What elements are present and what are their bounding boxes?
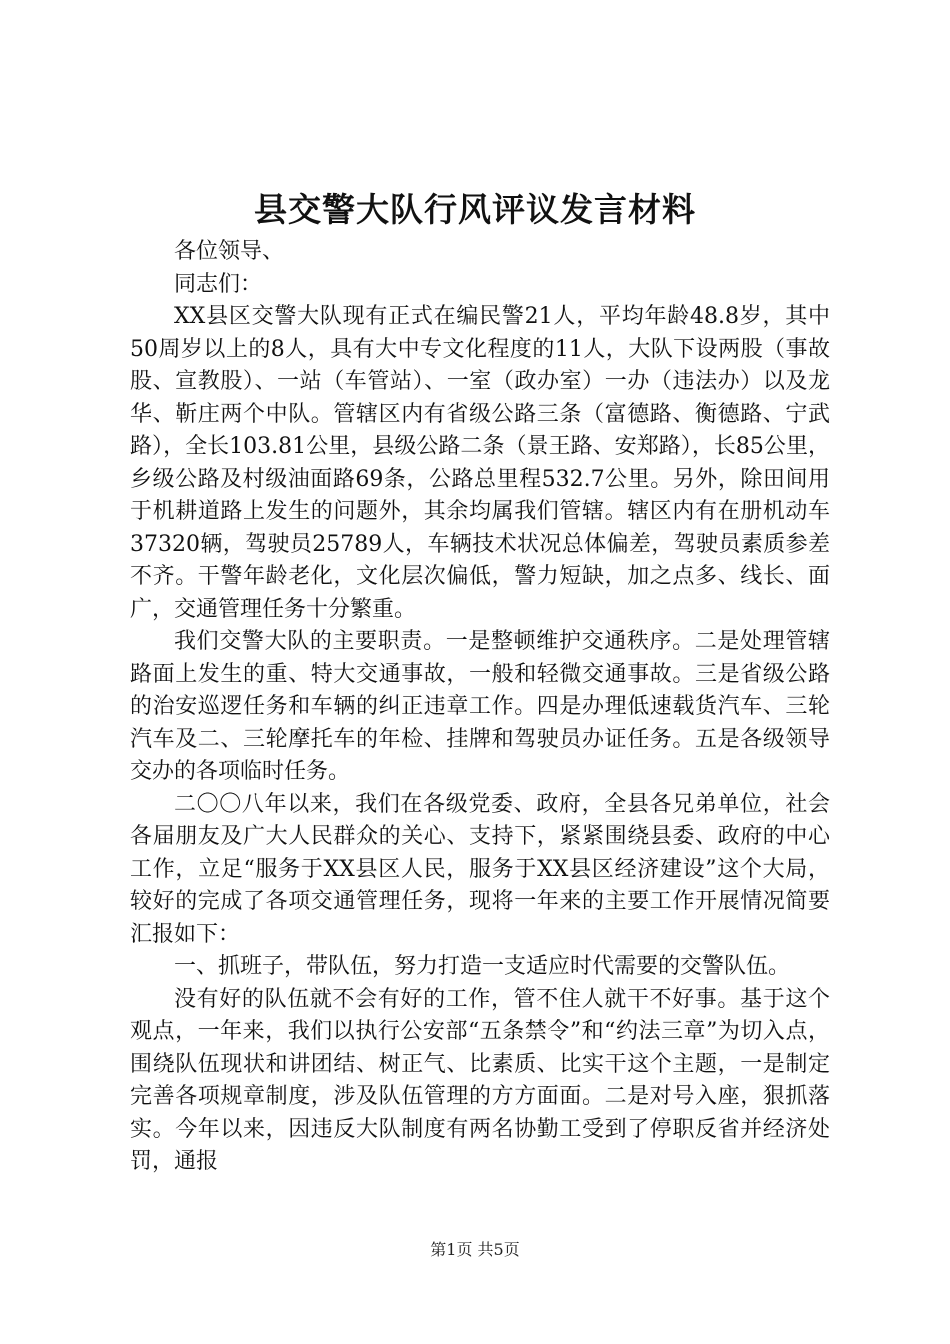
document-body [130,236,830,1179]
salutation-line: 同志们： [174,271,263,297]
body-paragraph: 没有好的队伍就不会有好的工作，管不住人就干不好事。基于这个观点，一年来，我们以执行公安部“五条禁令”和“约法三章”为切入点，围绕队伍现状和讲团结、树正气、比素质、比实干这个主题，一是制定完善各项规章制度，涉及队伍管理的方方面面。二是对号入座，狠抓落实。今年以来，因违反大队制度有两名协勤工受到了停职反省并经济处罚，通报 [130,986,830,1174]
section-heading: 一、抓班子，带队伍，努力打造一支适应时代需要的交警队伍。 [174,954,791,979]
page-footer: 第1页 共5页 [430,1240,520,1259]
body-paragraph: 我们交警大队的主要职责。一是整顿维护交通秩序。二是处理管辖路面上发生的重、特大交通事故，一般和轻微交通事故。三是省级公路的治安巡逻任务和车辆的纠正违章工作。四是办理低速载货汽车、三轮汽车及二、三轮摩托车的年检、挂牌和驾驶员办证任务。五是各级领导交办的各项临时任务。 [130,629,830,784]
salutation-line: 各位领导、 [174,239,285,264]
body-paragraph: 二〇〇八年以来，我们在各级党委、政府，全县各兄弟单位，社会各届朋友及广大人民群众的关心、支持下，紧紧围绕县委、政府的中心工作，立足“服务于XX县区人民，服务于XX县区经济建设”这个大局，较好的完成了各项交通管理任务，现将一年来的主要工作开展情况简要汇报如下： [130,791,830,947]
body-paragraph: XX县区交警大队现有正式在编民警21人，平均年龄48.8岁，其中50周岁以上的8人，具有大中专文化程度的11人，大队下设两股（事故股、宣教股）、一站（车管站）、一室（政办室）一办（违法办）以及龙华、靳庄两个中队。管辖区内有省级公路三条（富德路、衡德路、宁武路），全长103.81公里，县级公路二条（景王路、安郑路），长85公里，乡级公路及村级油面路69条，公路总里程532.7公里。另外，除田间用于机耕道路上发生的问题外，其余均属我们管辖。辖区内有在册机动车37320辆，驾驶员25789人，车辆技术状况总体偏差，驾驶员素质参差不齐。干警年龄老化，文化层次偏低，警力短缺，加之点多、线长、面广，交通管理任务十分繁重。 [130,304,830,622]
document-title: 县交警大队行风评议发言材料 [254,190,696,229]
